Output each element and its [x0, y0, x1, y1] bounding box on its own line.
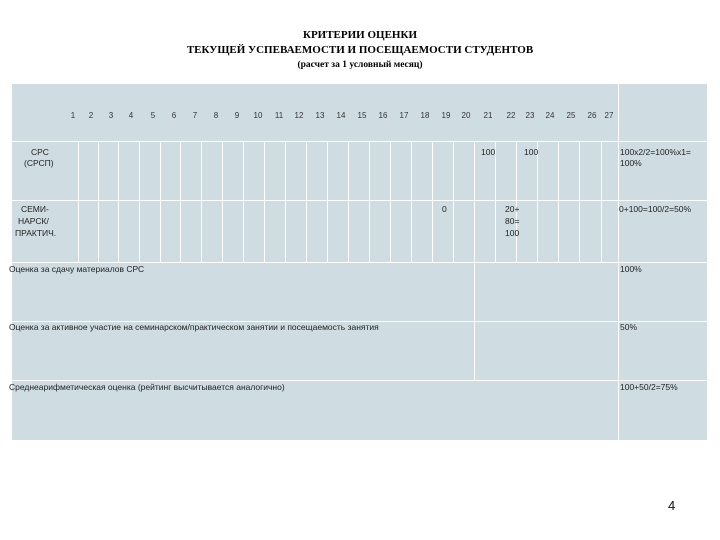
day-number: 4 [128, 111, 134, 120]
seminar-day-value: 0 [442, 204, 447, 214]
seminar-result: 0+100=100/2=50% [619, 204, 692, 214]
day-number: 1 [70, 111, 76, 120]
day-number: 12 [294, 111, 304, 120]
day-number: 9 [234, 111, 240, 120]
row-label-srs-sub: (СРСП) [24, 158, 54, 168]
day-number: 16 [378, 111, 388, 120]
document-period-note: (расчет за 1 условный месяц) [297, 60, 423, 70]
srs-day-value: 100 [524, 147, 539, 157]
day-number: 11 [274, 111, 284, 120]
row-label-seminar: ПРАКТИЧ. [15, 228, 57, 238]
active-grade-label: Оценка за активное участие на семинарском/практическом занятии и посещаемость занятия [9, 322, 379, 332]
day-number: 2 [88, 111, 94, 120]
row-label-seminar: СЕМИ- [21, 204, 49, 214]
active-grade-value: 50% [620, 322, 638, 332]
day-number: 5 [150, 111, 156, 120]
seminar-day-value: 20+ [505, 204, 520, 214]
srs-result: 100х2/2=100%х1= [620, 147, 691, 157]
day-number: 10 [253, 111, 263, 120]
day-number: 27 [604, 111, 614, 120]
day-number: 26 [587, 111, 597, 120]
day-number: 15 [357, 111, 367, 120]
row-label-seminar: НАРСК/ [18, 216, 49, 226]
day-number: 18 [420, 111, 430, 120]
srs-grade-value: 100% [620, 264, 642, 274]
document-title: КРИТЕРИИ ОЦЕНКИ [302, 29, 418, 41]
day-number: 24 [545, 111, 555, 120]
average-grade-label: Среднеарифметическая оценка (рейтинг высчитывается аналогично) [9, 382, 285, 392]
day-number: 23 [525, 111, 535, 120]
day-number: 25 [566, 111, 576, 120]
day-number: 8 [213, 111, 219, 120]
page-number: 4 [668, 498, 676, 513]
srs-result-total: 100% [620, 158, 642, 168]
day-number: 7 [192, 111, 198, 120]
day-number: 22 [506, 111, 516, 120]
srs-grade-label: Оценка за сдачу материалов СРС [9, 264, 145, 274]
day-number: 20 [461, 111, 471, 120]
day-number: 19 [441, 111, 451, 120]
seminar-day-value: 100 [505, 228, 520, 238]
day-number: 17 [399, 111, 409, 120]
day-number: 3 [108, 111, 114, 120]
row-label-srs: СРС [31, 147, 49, 157]
seminar-day-value: 80= [505, 216, 520, 226]
average-grade-value: 100+50/2=75% [620, 382, 678, 392]
day-number: 21 [483, 111, 493, 120]
document-subtitle: ТЕКУЩЕЙ УСПЕВАЕМОСТИ И ПОСЕЩАЕМОСТИ СТУДЕНТОВ [186, 44, 534, 56]
day-number: 14 [336, 111, 346, 120]
day-number: 13 [315, 111, 325, 120]
srs-day-value: 100 [481, 147, 496, 157]
day-number: 6 [171, 111, 177, 120]
